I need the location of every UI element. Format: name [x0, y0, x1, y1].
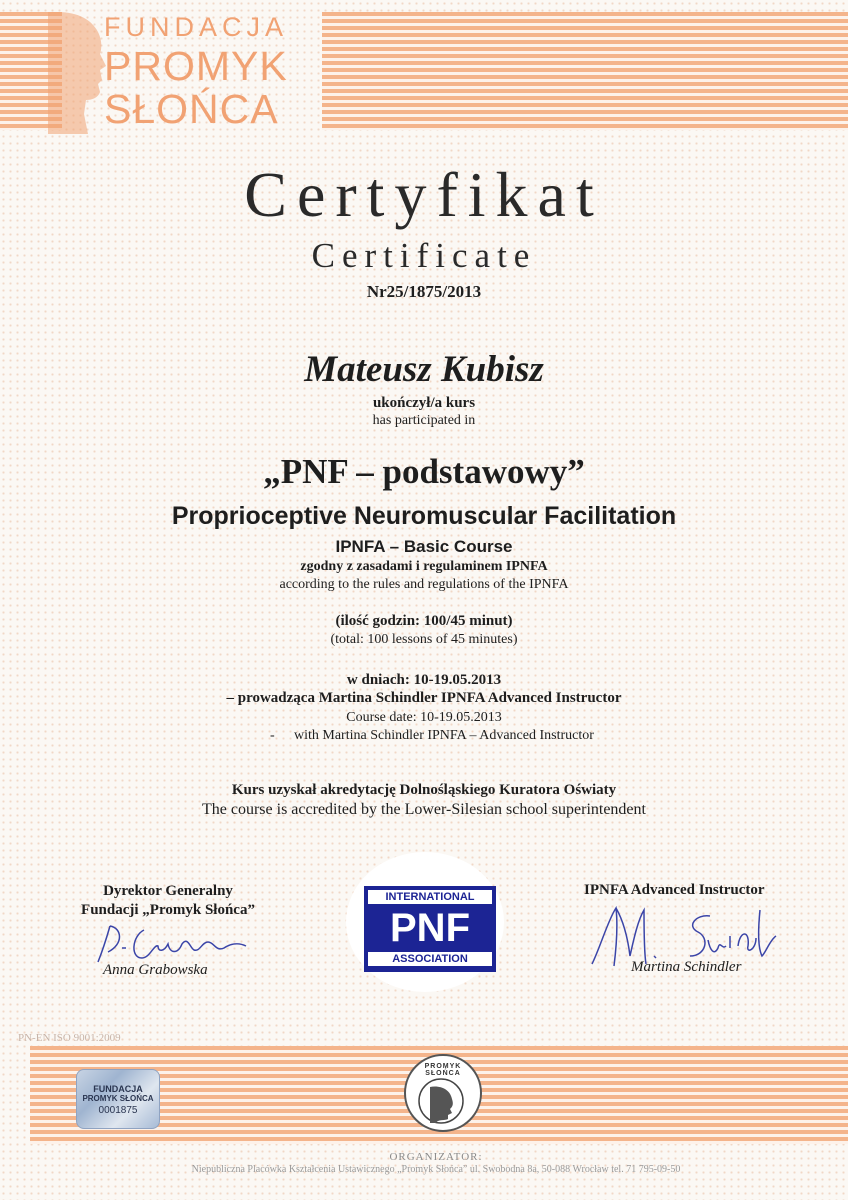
iso-standard: PN-EN ISO 9001:2009: [18, 1032, 121, 1044]
pnf-logo-top: INTERNATIONAL: [368, 890, 492, 904]
left-signatory-name: Anna Grabowska: [103, 962, 208, 978]
completed-label-pl: ukończył/a kurs: [372, 395, 476, 411]
course-rules-pl: zgodny z zasadami i regulaminem IPNFA: [300, 559, 548, 574]
footer-address: Niepubliczna Placówka Kształcenia Ustawicznego „Promyk Słońca” ul. Swobodna 8a, 50-088 Wrocław tel. 71 795-09-50: [191, 1164, 681, 1175]
hologram-serial: 0001875: [98, 1105, 138, 1116]
seal-text: PROMYK SŁOŃCA: [424, 1063, 462, 1077]
certificate-number: Nr25/1875/2013: [366, 282, 482, 301]
course-hours-pl: (ilość godzin: 100/45 minut): [335, 613, 513, 629]
course-rules-en: according to the rules and regulations of the IPNFA: [279, 577, 569, 592]
course-dates-pl: w dniach: 10-19.05.2013: [346, 672, 502, 688]
course-instructor-en: with Martina Schindler IPNFA – Advanced Instructor: [294, 728, 594, 743]
logo-line-promyk: PROMYK: [104, 43, 288, 89]
foundation-seal: [404, 1054, 482, 1132]
foundation-logo: [104, 14, 288, 130]
course-instructor-en-dash: -: [270, 728, 275, 743]
course-dates-en: Course date: 10-19.05.2013: [346, 710, 502, 725]
pnf-logo-middle: PNF: [390, 906, 470, 950]
accreditation-en: The course is accredited by the Lower-Silesian school superintendent: [202, 801, 646, 818]
recipient-name: Mateusz Kubisz: [304, 349, 544, 390]
left-signatory-title1: Dyrektor Generalny: [103, 883, 233, 899]
completed-label-en: has participated in: [372, 413, 476, 428]
left-signature-icon: [96, 918, 256, 966]
right-signatory-name: Martina Schindler: [631, 959, 742, 975]
profile-silhouette-icon: [48, 10, 108, 134]
footer-label: ORGANIZATOR:: [389, 1151, 483, 1163]
course-name: „PNF – podstawowy”: [263, 452, 585, 491]
course-full-name: Proprioceptive Neuromuscular Facilitation: [171, 502, 677, 530]
left-signatory-title2: Fundacji „Promyk Słońca”: [81, 902, 255, 918]
hologram-line1: FUNDACJA: [93, 1084, 143, 1094]
certificate-title: Certyfikat: [244, 159, 604, 230]
hologram-line2: PROMYK SŁOŃCA: [82, 1094, 154, 1103]
course-hours-en: (total: 100 lessons of 45 minutes): [330, 632, 518, 647]
logo-line-slonca: SŁOŃCA: [104, 86, 279, 132]
hologram-sticker: [76, 1069, 160, 1129]
course-level: IPNFA – Basic Course: [335, 537, 513, 556]
logo-line-fundacja: FUNDACJA: [104, 12, 289, 42]
pnf-logo-bottom: ASSOCIATION: [368, 952, 492, 966]
seal-profile-icon: [406, 1077, 476, 1131]
header-stripes-right: [322, 12, 848, 130]
accreditation-pl: Kurs uzyskał akredytację Dolnośląskiego Kuratora Oświaty: [231, 782, 617, 798]
pnf-logo: [364, 886, 496, 972]
certificate-subtitle: Certificate: [311, 236, 537, 275]
right-signatory-title: IPNFA Advanced Instructor: [584, 882, 765, 898]
course-instructor-pl: – prowadząca Martina Schindler IPNFA Advanced Instructor: [226, 690, 622, 706]
